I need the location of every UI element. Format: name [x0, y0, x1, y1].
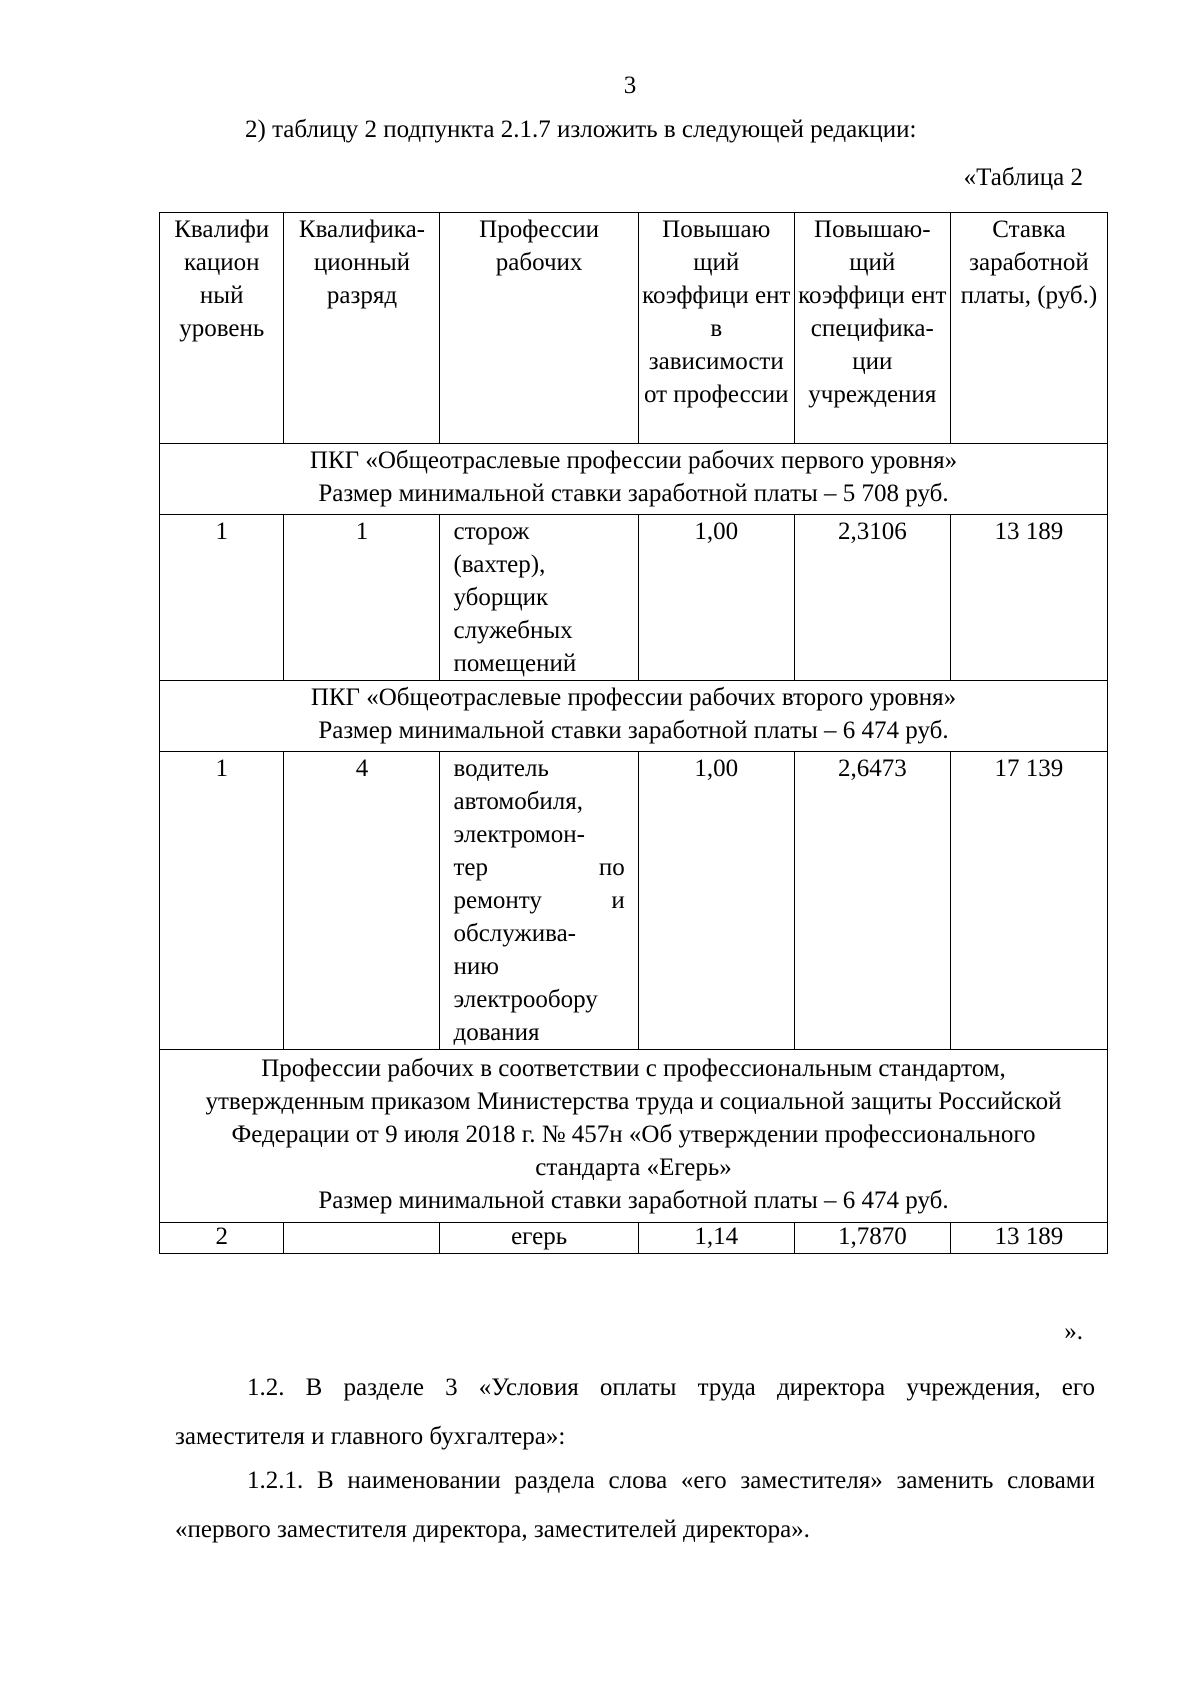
cell-level: 1 — [160, 752, 284, 1050]
wage-table — [159, 212, 1108, 1254]
cell-coef-specification: 2,6473 — [794, 752, 950, 1050]
group-title: ПКГ «Общеотраслевые профессии рабочих первого уровня» — [309, 447, 958, 474]
group-min-rate: Размер минимальной ставки заработной платы – 6 474 руб. — [318, 717, 949, 744]
cell-rate: 13 189 — [950, 515, 1107, 681]
cell-coef-profession: 1,00 — [638, 752, 794, 1050]
header-qualification-level: Квалифи кацион ный уровень — [160, 213, 284, 444]
profession-line: нию — [453, 953, 499, 980]
table-header-row — [160, 213, 1108, 444]
cell-grade: 1 — [284, 515, 440, 681]
group-min-rate: Размер минимальной ставки заработной платы – 6 474 руб. — [318, 1187, 949, 1214]
cell-coef-profession: 1,00 — [638, 515, 794, 681]
group-title: ПКГ «Общеотраслевые профессии рабочих второго уровня» — [310, 684, 957, 711]
profession-line: дования — [453, 1019, 540, 1046]
cell-grade — [284, 1223, 440, 1254]
header-professions: Профессии рабочих — [440, 213, 638, 444]
header-wage-rate: Ставка заработной платы, (руб.) — [950, 213, 1107, 444]
closing-quote: ». — [1064, 1318, 1083, 1345]
cell-level: 1 — [160, 515, 284, 681]
group-row-3 — [160, 1050, 1108, 1223]
cell-coef-specification: 2,3106 — [794, 515, 950, 681]
header-coef-profession: Повышаю щий коэффици ент в зависимости от профессии — [638, 213, 794, 444]
cell-profession — [440, 752, 638, 1050]
cell-rate: 13 189 — [950, 1223, 1107, 1254]
cell-profession: егерь — [440, 1223, 638, 1254]
header-qualification-grade: Квалифика- ционный разряд — [284, 213, 440, 444]
profession-line-justified: тер по — [453, 854, 625, 881]
group-row-2 — [160, 681, 1108, 752]
profession-line: автомобиля, — [453, 788, 584, 815]
intro-text: 2) таблицу 2 подпункта 2.1.7 изложить в следующей редакции: — [245, 116, 917, 143]
profession-line-justified: ремонту и — [453, 887, 625, 914]
group-row-1 — [160, 444, 1108, 515]
page-number: 3 — [623, 72, 637, 99]
group-title: Профессии рабочих в соответствии с профессиональным стандартом, утвержденным приказом Министерства труда и социальной защиты Российской Федерации от 9 июля 2018 г. № 457н «Об утверждении профессионального стандарта «Егерь» — [205, 1055, 1062, 1181]
paragraph-1-2: 1.2. В разделе 3 «Условия оплаты труда директора учреждения, его заместителя и главного бухгалтера»: — [175, 1374, 1095, 1450]
header-coef-specification: Повышаю- щий коэффици ент специфика- ции учреждения — [794, 213, 950, 444]
profession-line: электромон- — [453, 821, 585, 848]
table-row — [160, 752, 1108, 1050]
cell-coef-profession: 1,14 — [638, 1223, 794, 1254]
profession-line: водитель — [453, 755, 549, 782]
profession-line: обслужива- — [453, 920, 576, 947]
profession-line: электрообору — [453, 986, 598, 1013]
table-row — [160, 1223, 1108, 1254]
cell-profession: сторож (вахтер), уборщик служебных помещений — [440, 515, 638, 681]
table-caption: «Таблица 2 — [963, 164, 1083, 191]
group-min-rate: Размер минимальной ставки заработной платы – 5 708 руб. — [318, 480, 949, 507]
cell-coef-specification: 1,7870 — [794, 1223, 950, 1254]
paragraph-1-2-1: 1.2.1. В наименовании раздела слова «его заместителя» заменить словами «первого заместителя директора, заместителей директора». — [175, 1467, 1095, 1543]
table-row — [160, 515, 1108, 681]
cell-level: 2 — [160, 1223, 284, 1254]
cell-rate: 17 139 — [950, 752, 1107, 1050]
cell-grade: 4 — [284, 752, 440, 1050]
